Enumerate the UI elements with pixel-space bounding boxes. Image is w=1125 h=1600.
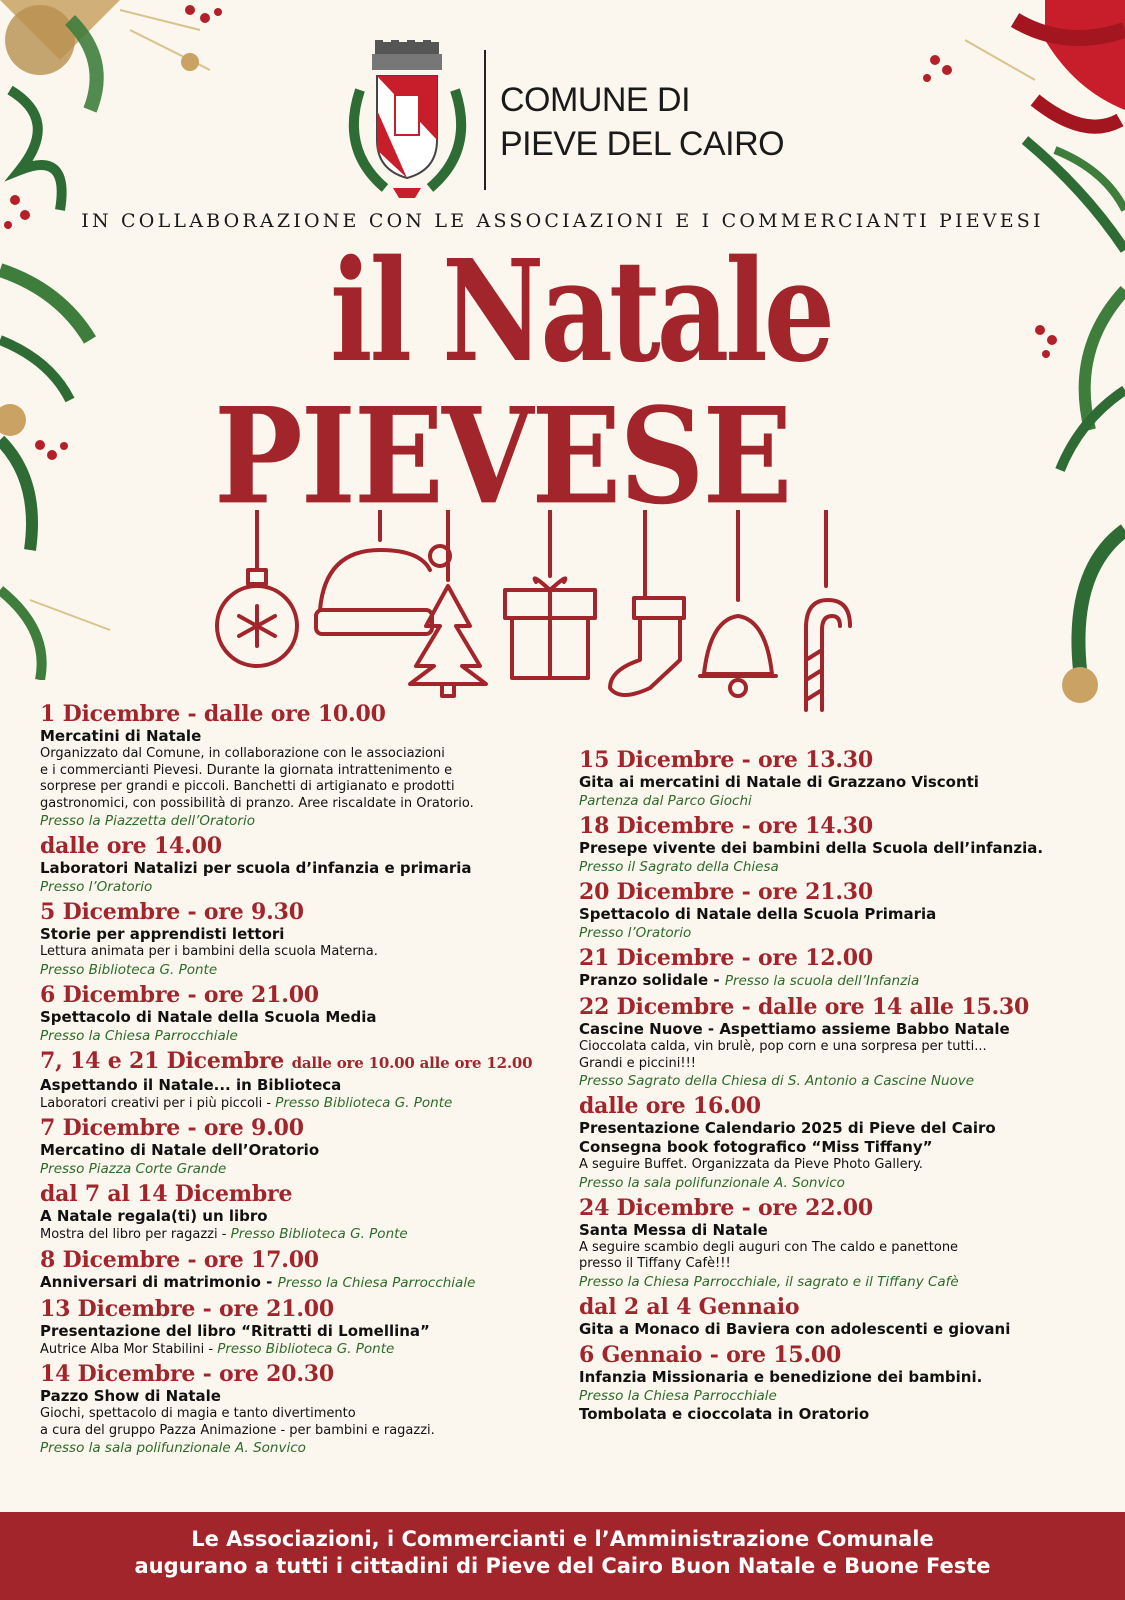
event-desc-line: presso il Tiffany Cafè!!! [579, 1256, 731, 1271]
event-title: Presepe vivente dei bambini della Scuola dell’infanzia. [579, 839, 1044, 857]
pine-decoration-bottom-left-icon [0, 570, 120, 680]
holly-decoration-right-icon [1010, 270, 1125, 710]
event-desc-line: sorprese per grandi e piccoli. Banchetti di artigianato e prodotti [40, 779, 455, 794]
title-natale: Natale [442, 230, 832, 394]
event-subtitle: Consegna book fotografico “Miss Tiffany” [579, 1138, 933, 1156]
event-date: 6 Gennaio - ore 15.00 [579, 1341, 842, 1368]
event-date: 5 Dicembre - ore 9.30 [40, 899, 304, 925]
event-date: 14 Dicembre - ore 20.30 [40, 1361, 335, 1387]
event-item [40, 1362, 560, 1457]
event-place: Presso la Chiesa Parrocchiale [579, 1387, 777, 1404]
event-item [40, 702, 560, 830]
event-item [579, 1094, 1099, 1192]
event-title [579, 971, 1099, 991]
comune-line-2: PIEVE DEL CAIRO [500, 125, 785, 163]
event-desc [40, 1226, 560, 1244]
event-date: 13 Dicembre - ore 21.00 [40, 1295, 335, 1322]
event-date: dalle ore 16.00 [579, 1093, 761, 1119]
comune-line-1: COMUNE DI [500, 81, 691, 119]
event-title: Storie per apprendisti lettori [40, 925, 285, 943]
event-desc-line: Cioccolata calda, vin brulè, pop corn e una sorpresa per tutti... [579, 1039, 987, 1054]
event-title [40, 1273, 560, 1293]
event-desc-line: A seguire scambio degli auguri con The caldo e panettone [579, 1239, 959, 1255]
event-item [579, 995, 1099, 1090]
event-desc-text: Autrice Alba Mor Stabilini - [40, 1341, 218, 1357]
event-date: 6 Dicembre - ore 21.00 [40, 981, 319, 1008]
event-place: Presso la Chiesa Parrocchiale [277, 1274, 476, 1291]
bauble-icon [217, 510, 297, 666]
event-desc-line: Giochi, spettacolo di magia e tanto divertimento [40, 1406, 356, 1421]
event-place: Presso la scuola dell’Infanzia [724, 973, 920, 989]
event-date: 1 Dicembre - dalle ore 10.00 [40, 701, 386, 727]
event-desc [40, 746, 560, 812]
collaboration-line: IN COLLABORAZIONE CON LE ASSOCIAZIONI E I COMMERCIANTI PIEVESI [81, 210, 1044, 232]
event-title-after: Tombolata e cioccolata in Oratorio [579, 1404, 870, 1423]
event-place: Presso Biblioteca G. Ponte [217, 1340, 395, 1357]
event-desc-line: e i commercianti Pievesi. Durante la giornata intrattenimento e [40, 762, 453, 778]
event-date [40, 1049, 560, 1076]
event-desc-line: Organizzato dal Comune, in collaborazione con le associazioni [40, 746, 445, 761]
event-title: Presentazione Calendario 2025 di Pieve del Cairo [579, 1119, 996, 1137]
event-date-hours: dalle ore 10.00 alle ore 12.00 [291, 1053, 533, 1072]
event-place: Presso il Sagrato della Chiesa [579, 859, 779, 875]
event-title: Mercatini di Natale [40, 727, 202, 745]
event-place: Presso la sala polifunzionale A. Sonvico [40, 1440, 306, 1456]
event-place: Presso la sala polifunzionale A. Sonvico [579, 1174, 845, 1191]
event-desc-line: gastronomici, con possibilità di pranzo. Aree riscaldate in Oratorio. [40, 795, 474, 811]
title-il: il [330, 230, 410, 394]
event-title-text: Pranzo solidale - [579, 971, 725, 989]
event-item [40, 1297, 560, 1359]
event-place: Presso l’Oratorio [40, 879, 153, 895]
footer-line-1: Le Associazioni, i Commercianti e l’Amministrazione Comunale [191, 1527, 934, 1551]
event-place: Presso l’Oratorio [579, 925, 692, 941]
event-title: Gita ai mercatini di Natale di Grazzano Visconti [579, 773, 979, 791]
event-item [40, 834, 560, 896]
event-place: Presso Biblioteca G. Ponte [275, 1094, 453, 1111]
event-date: dal 7 al 14 Dicembre [40, 1181, 293, 1207]
bell-icon [700, 510, 776, 696]
municipal-crest-icon [345, 40, 470, 200]
event-desc-line: Grandi e piccini!!! [579, 1055, 697, 1071]
event-item [40, 900, 560, 979]
event-place: Presso Biblioteca G. Ponte [230, 1226, 408, 1242]
event-item [579, 946, 1099, 991]
gift-icon [505, 510, 595, 678]
event-item [40, 1116, 560, 1178]
event-item [579, 748, 1099, 810]
event-date-main: 7, 14 e 21 Dicembre [40, 1047, 285, 1074]
event-place: Presso la Chiesa Parrocchiale [40, 1027, 238, 1044]
event-title: Santa Messa di Natale [579, 1220, 768, 1239]
events-right-column [579, 748, 1099, 1428]
stocking-icon [610, 510, 684, 695]
header [0, 38, 1125, 198]
event-title: Gita a Monaco di Baviera con adolescenti e giovani [579, 1319, 1011, 1338]
event-title: Spettacolo di Natale della Scuola Primaria [579, 905, 937, 923]
event-desc [40, 1341, 560, 1359]
event-desc [579, 1039, 1099, 1072]
event-place: Presso Sagrato della Chiesa di S. Antonio a Cascine Nuove [579, 1073, 975, 1089]
event-item [40, 1049, 560, 1113]
event-title: Infanzia Missionaria e benedizione dei bambini. [579, 1367, 983, 1386]
event-date: 22 Dicembre - dalle ore 14 alle 15.30 [579, 994, 1030, 1020]
ornaments-row [200, 510, 900, 720]
event-title: Aspettando il Natale... in Biblioteca [40, 1075, 342, 1094]
event-item [40, 1248, 560, 1293]
event-title: Mercatino di Natale dell’Oratorio [40, 1141, 320, 1159]
event-item [40, 1182, 560, 1244]
event-desc [579, 1240, 1099, 1273]
event-desc: A seguire Buffet. Organizzata da Pieve Photo Gallery. [579, 1157, 923, 1172]
event-item [579, 814, 1099, 876]
event-title: Laboratori Natalizi per scuola d’infanzia e primaria [40, 859, 472, 877]
event-item [579, 1343, 1099, 1424]
footer-text [0, 1526, 1125, 1580]
event-place: Presso la Chiesa Parrocchiale, il sagrato e il Tiffany Cafè [579, 1273, 959, 1290]
event-title: Pazzo Show di Natale [40, 1387, 221, 1405]
event-place: Presso la Piazzetta dell’Oratorio [40, 813, 255, 829]
event-date: 21 Dicembre - ore 12.00 [579, 945, 874, 971]
event-desc-text: Mostra del libro per ragazzi - [40, 1227, 231, 1242]
event-date: 24 Dicembre - ore 22.00 [579, 1194, 874, 1221]
candy-cane-icon [806, 510, 850, 710]
comune-name [500, 78, 784, 166]
event-place: Partenza dal Parco Giochi [579, 793, 752, 809]
event-title: Cascine Nuove - Aspettiamo assieme Babbo Natale [579, 1020, 1010, 1038]
event-place: Presso Piazza Corte Grande [40, 1161, 227, 1177]
event-place: Presso Biblioteca G. Ponte [40, 961, 218, 978]
footer-banner [0, 1512, 1125, 1600]
event-item [579, 1196, 1099, 1291]
title-pievese: PIEVESE [214, 378, 791, 534]
event-title: A Natale regala(ti) un libro [40, 1207, 268, 1225]
event-desc-text: Laboratori creativi per i più piccoli - [40, 1095, 276, 1111]
event-date: 20 Dicembre - ore 21.30 [579, 879, 874, 905]
event-date: 15 Dicembre - ore 13.30 [579, 747, 874, 773]
footer-line-2: augurano a tutti i cittadini di Pieve del Cairo Buon Natale e Buone Feste [134, 1554, 991, 1578]
event-date: 18 Dicembre - ore 14.30 [579, 813, 874, 839]
holly-decoration-left-icon [0, 250, 140, 570]
event-desc [40, 1406, 560, 1439]
event-item [579, 880, 1099, 942]
event-date: 7 Dicembre - ore 9.00 [40, 1115, 304, 1141]
events-left-column [40, 702, 560, 1461]
event-date: dalle ore 14.00 [40, 833, 222, 859]
event-item [40, 983, 560, 1045]
event-title: Spettacolo di Natale della Scuola Media [40, 1007, 377, 1026]
event-date: 8 Dicembre - ore 17.00 [40, 1246, 319, 1273]
christmas-tree-icon [410, 510, 486, 696]
event-date: dal 2 al 4 Gennaio [579, 1293, 800, 1320]
header-divider [484, 50, 486, 190]
event-desc: Lettura animata per i bambini della scuola Materna. [40, 944, 378, 959]
event-desc-line: a cura del gruppo Pazza Animazione - per bambini e ragazzi. [40, 1422, 435, 1438]
event-item [579, 1295, 1099, 1339]
event-desc [40, 1095, 560, 1113]
event-title: Presentazione del libro “Ritratti di Lomellina” [40, 1321, 430, 1340]
event-title-text: Anniversari di matrimonio - [40, 1272, 278, 1291]
